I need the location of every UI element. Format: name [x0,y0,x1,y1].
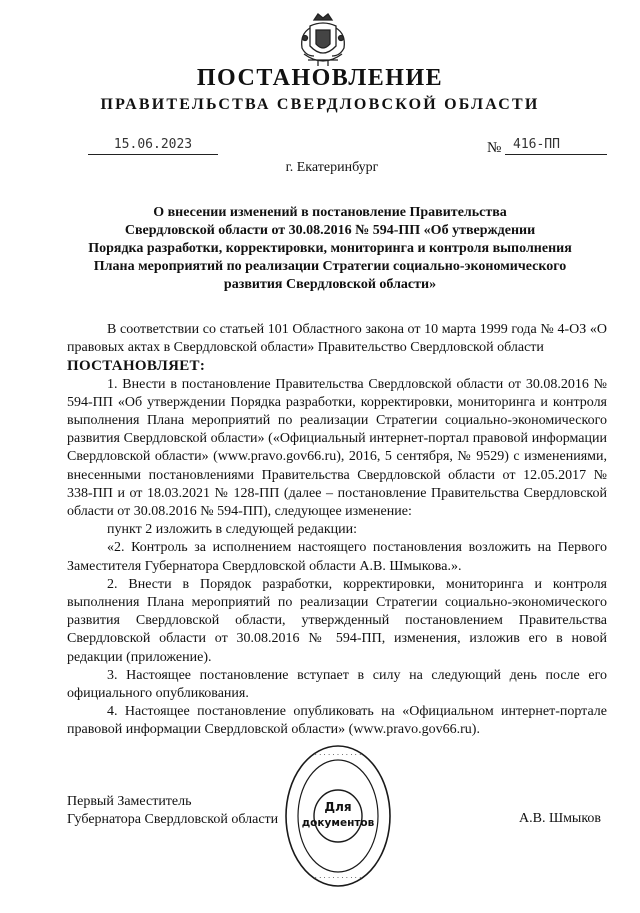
item-1-sub-paragraph: пункт 2 изложить в следующей редакции: [107,522,357,538]
item-2-paragraph: 2. Внести в Порядок разработки, корректировки, мониторинга и контроля выполнения Плана мероприятий по реализации Стратегии социально-экономического развития Свердловской области, утвержденный постановлением Правительства Свердловской области от 30.08.2016 № 594-ПП, изменения, изложив его в новой редакции (приложение). [67,576,607,665]
official-stamp [284,744,392,894]
svg-text:· · · · · · · · · · ·: · · · · · · · · · · · [314,874,362,882]
item-4-paragraph: 4. Настоящее постановление опубликовать на «Официальном интернет-портале правовой информации Свердловской области» (www.pravo.gov66.ru). [67,704,607,738]
signature-position-line: Первый Заместитель [67,794,192,809]
number-label: № [487,140,502,156]
city: г. Екатеринбург [285,160,379,175]
document-type-title: ПОСТАНОВЛЕНИЕ [196,65,444,91]
document-date: 15.06.2023 [88,137,218,155]
heading-line: Порядка разработки, корректировки, мониторинга и контроля выполнения [88,241,572,256]
heading-line: развития Свердловской области» [223,277,437,292]
document-number: 416-ПП [505,137,607,155]
preamble-paragraph: В соответствии со статьей 101 Областного закона от 10 марта 1999 года № 4-ОЗ «О правовых актах в Свердловской области» Правительство Свердловской области [67,322,607,356]
document-heading [60,204,600,294]
heading-line: Свердловской области от 30.08.2016 № 594-ПП «Об утверждении [124,223,536,238]
coat-of-arms-icon [296,12,350,68]
issuer-title: ПРАВИТЕЛЬСТВА СВЕРДЛОВСКОЙ ОБЛАСТИ [100,96,540,113]
heading-line: Плана мероприятий по реализации Стратегии социально-экономического [93,259,567,274]
signature-position-line: Губернатора Свердловской области [67,812,279,827]
item-1-paragraph: 1. Внести в постановление Правительства Свердловской области от 30.08.2016 № 594-ПП «Об утверждении Порядка разработки, корректировки, мониторинга и контроля выполнения Плана мероприятий по реализации Стратегии социально-экономического развития Свердловской области» («Официальный интернет-портал правовой информации Свердловской области» (www.pravo.gov66.ru), 2016, 5 сентября, № 9529) с изменениями, внесенными постановлениями Правительства Свердловской области от 12.05.2017 № 338-ПП и от 18.03.2021 № 128-ПП (далее – постановление Правительства Свердловской области от 30.08.2016 № 594-ПП), следующее изменение: [67,376,607,520]
heading-line: О внесении изменений в постановление Правительства [153,205,507,220]
svg-text:· · · · · · · · · · ·: · · · · · · · · · · · [314,751,362,759]
document-body [67,321,607,740]
stamp-center-line: Для [324,800,352,814]
resolves-heading: ПОСТАНОВЛЯЕТ: [67,358,206,375]
stamp-center-line: документов [301,817,375,829]
item-1-quote-paragraph: «2. Контроль за исполнением настоящего постановления возложить на Первого Заместителя Губернатора Свердловской области А.В. Шмыкова.». [67,540,607,574]
item-3-paragraph: 3. Настоящее постановление вступает в силу на следующий день после его официального опубликования. [67,667,607,702]
signature-position [67,793,278,829]
signature-name: А.В. Шмыков [519,811,602,826]
